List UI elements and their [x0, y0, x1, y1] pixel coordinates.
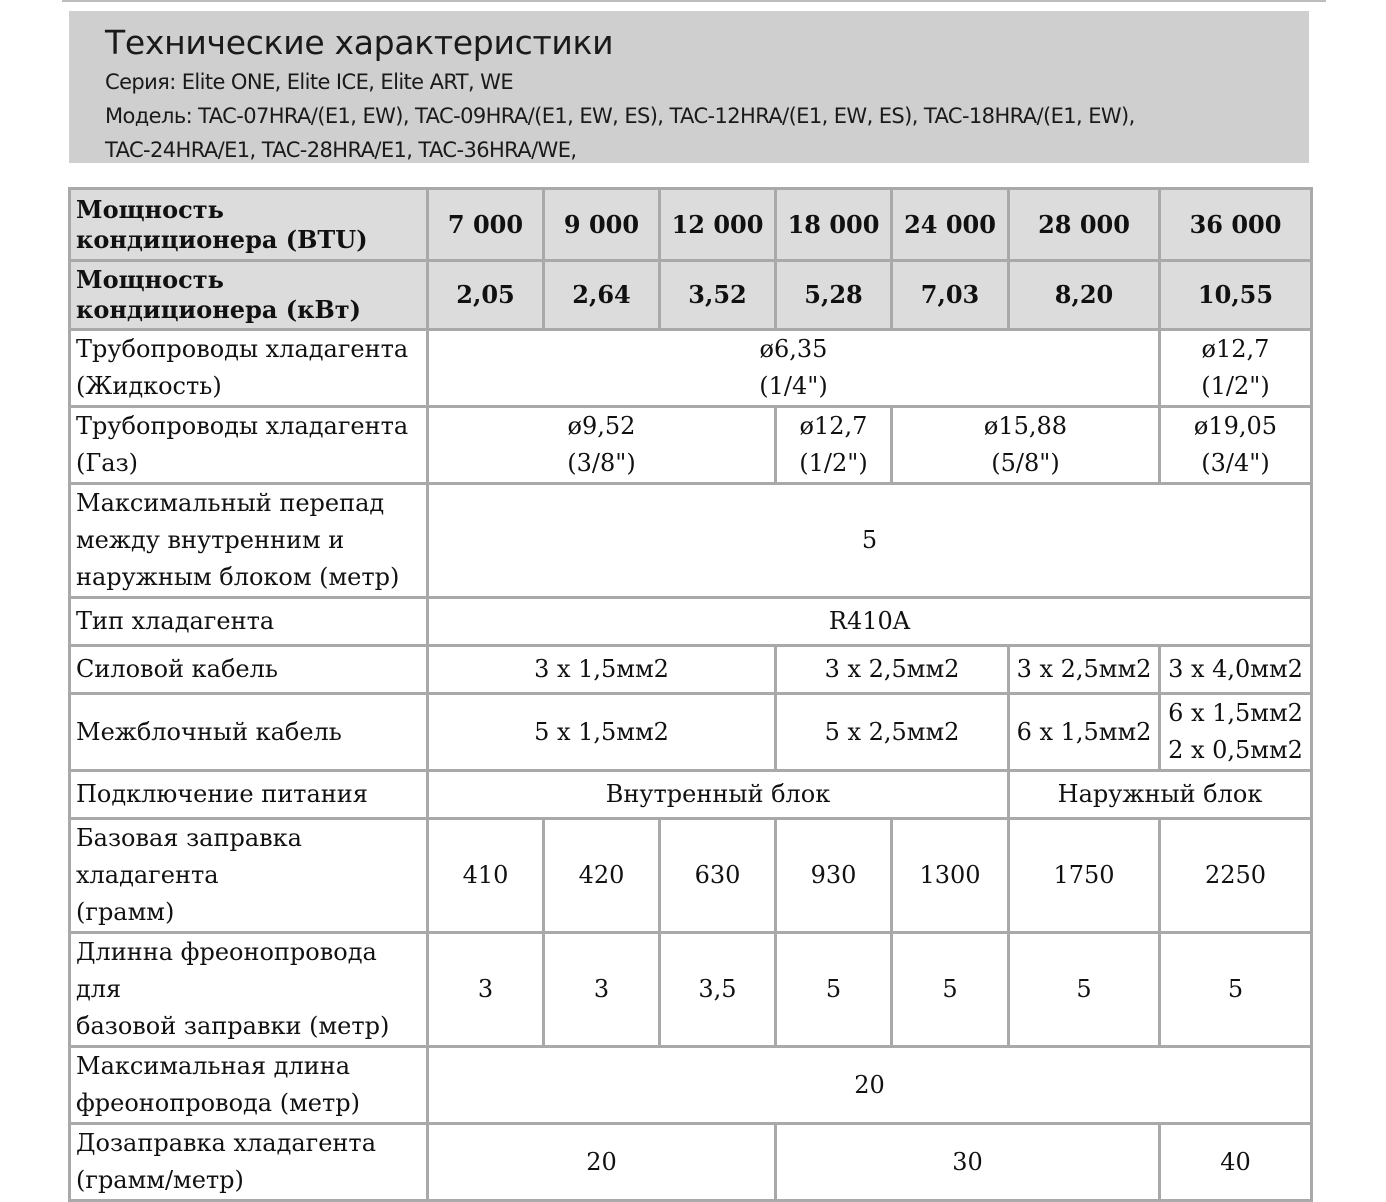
row-label-line: Максимальная длина: [76, 1052, 351, 1080]
row-btu: [70, 189, 1312, 261]
row-label-line: Трубопроводы хладагента: [76, 335, 409, 363]
cell-max-length: 20: [428, 1047, 1312, 1124]
cable-spec: 2 x 0,5мм2: [1168, 736, 1303, 764]
pipe-diameter: ø15,88: [983, 412, 1068, 440]
pipe-diameter: ø6,35: [759, 335, 828, 363]
cell-add-charge-c: 40: [1160, 1124, 1312, 1201]
page-title: Технические характеристики: [105, 23, 614, 62]
cell-base-length-4: 5: [776, 933, 892, 1047]
cell-base-length-7: 5: [1160, 933, 1312, 1047]
cell-btu-1: 7 000: [428, 189, 544, 261]
cell-base-charge-6: 1750: [1009, 819, 1160, 933]
cell-gas-b: [776, 407, 892, 484]
cell-kw-1: 2,05: [428, 261, 544, 330]
row-max-length: [70, 1047, 1312, 1124]
pipe-inch: (5/8"): [991, 449, 1060, 477]
cell-inter-cable-c: 6 x 1,5мм2: [1009, 694, 1160, 771]
row-label-line: (Жидкость): [76, 372, 222, 400]
row-base-charge: [70, 819, 1312, 933]
cell-add-charge-b: 30: [776, 1124, 1160, 1201]
row-label: Межблочный кабель: [70, 694, 428, 771]
row-label: Силовой кабель: [70, 646, 428, 694]
cell-btu-5: 24 000: [892, 189, 1009, 261]
row-label-line: наружным блоком (метр): [76, 563, 400, 591]
cell-base-charge-2: 420: [544, 819, 660, 933]
row-label: [70, 933, 428, 1047]
row-label-line: Максимальный перепад: [76, 489, 385, 517]
row-label: Мощность кондиционера (BTU): [70, 189, 428, 261]
row-label: Подключение питания: [70, 771, 428, 819]
cell-btu-3: 12 000: [660, 189, 776, 261]
row-label-line: Базовая заправка хладагента: [76, 824, 302, 889]
pipe-diameter: ø12,7: [799, 412, 868, 440]
cell-gas-d: [1160, 407, 1312, 484]
row-power-cable: [70, 646, 1312, 694]
row-label: [70, 1124, 428, 1201]
cell-refrigerant: R410A: [428, 598, 1312, 646]
row-gas-pipe: [70, 407, 1312, 484]
models-line-1: Модель: TAC-07HRA/(E1, EW), TAC-09HRA/(E1, EW, ES), TAC-12HRA/(E1, EW, ES), TAC-18HRA/(E1, EW),: [105, 104, 1135, 128]
cell-add-charge-a: 20: [428, 1124, 776, 1201]
pipe-diameter: ø9,52: [567, 412, 636, 440]
row-kw: [70, 261, 1312, 330]
cell-power-cable-d: 3 x 4,0мм2: [1160, 646, 1312, 694]
cell-liquid-small: [428, 330, 1160, 407]
cell-power-conn-b: Наружный блок: [1009, 771, 1312, 819]
models-line-2: TAC-24HRA/E1, TAC-28HRA/E1, TAC-36HRA/WE,: [105, 138, 577, 162]
top-rule: [62, 0, 1326, 2]
row-label: [70, 1047, 428, 1124]
row-label: Тип хладагента: [70, 598, 428, 646]
cell-kw-6: 8,20: [1009, 261, 1160, 330]
cell-kw-2: 2,64: [544, 261, 660, 330]
cell-power-cable-a: 3 x 1,5мм2: [428, 646, 776, 694]
spec-table: [68, 187, 1313, 1202]
cell-btu-2: 9 000: [544, 189, 660, 261]
spec-header: [69, 11, 1309, 163]
cell-btu-7: 36 000: [1160, 189, 1312, 261]
cell-inter-cable-d: [1160, 694, 1312, 771]
row-base-length: [70, 933, 1312, 1047]
cell-power-cable-b: 3 x 2,5мм2: [776, 646, 1009, 694]
pipe-inch: (3/8"): [567, 449, 636, 477]
pipe-inch: (3/4"): [1201, 449, 1270, 477]
row-label: Мощность кондиционера (кВт): [70, 261, 428, 330]
pipe-diameter: ø12,7: [1201, 335, 1270, 363]
row-label-line: Дозаправка хладагента: [76, 1129, 377, 1157]
cell-btu-6: 28 000: [1009, 189, 1160, 261]
pipe-inch: (1/4"): [759, 372, 828, 400]
cell-liquid-large: [1160, 330, 1312, 407]
row-label-line: фреонопровода (метр): [76, 1089, 360, 1117]
cell-base-length-1: 3: [428, 933, 544, 1047]
row-label-line: (грамм): [76, 898, 175, 926]
cell-base-length-6: 5: [1009, 933, 1160, 1047]
row-label-line: (грамм/метр): [76, 1166, 244, 1194]
cell-base-charge-3: 630: [660, 819, 776, 933]
cell-inter-cable-b: 5 x 2,5мм2: [776, 694, 1009, 771]
cell-base-charge-7: 2250: [1160, 819, 1312, 933]
row-label: [70, 407, 428, 484]
cell-btu-4: 18 000: [776, 189, 892, 261]
row-label: [70, 330, 428, 407]
cell-inter-cable-a: 5 x 1,5мм2: [428, 694, 776, 771]
cell-kw-5: 7,03: [892, 261, 1009, 330]
pipe-diameter: ø19,05: [1193, 412, 1278, 440]
series-line: Серия: Elite ONE, Elite ICE, Elite ART, WE: [105, 70, 514, 94]
pipe-inch: (1/2"): [1201, 372, 1270, 400]
row-add-charge: [70, 1124, 1312, 1201]
cell-gas-a: [428, 407, 776, 484]
row-label-line: базовой заправки (метр): [76, 1012, 390, 1040]
cell-power-conn-a: Внутренный блок: [428, 771, 1009, 819]
cell-base-charge-4: 930: [776, 819, 892, 933]
cell-base-charge-5: 1300: [892, 819, 1009, 933]
row-label: [70, 819, 428, 933]
cell-kw-4: 5,28: [776, 261, 892, 330]
row-label-line: между внутренним и: [76, 526, 345, 554]
cell-power-cable-c: 3 x 2,5мм2: [1009, 646, 1160, 694]
row-label-line: (Газ): [76, 449, 139, 477]
cell-base-charge-1: 410: [428, 819, 544, 933]
cell-gas-c: [892, 407, 1160, 484]
row-power-connection: [70, 771, 1312, 819]
cell-base-length-3: 3,5: [660, 933, 776, 1047]
row-liquid-pipe: [70, 330, 1312, 407]
cell-height-diff: 5: [428, 484, 1312, 598]
row-height-diff: [70, 484, 1312, 598]
pipe-inch: (1/2"): [799, 449, 868, 477]
row-label-line: Длинна фреонопровода для: [76, 938, 377, 1003]
cell-base-length-5: 5: [892, 933, 1009, 1047]
cable-spec: 6 x 1,5мм2: [1168, 699, 1303, 727]
row-refrigerant: [70, 598, 1312, 646]
cell-kw-3: 3,52: [660, 261, 776, 330]
cell-kw-7: 10,55: [1160, 261, 1312, 330]
row-label: [70, 484, 428, 598]
row-inter-cable: [70, 694, 1312, 771]
row-label-line: Трубопроводы хладагента: [76, 412, 409, 440]
cell-base-length-2: 3: [544, 933, 660, 1047]
